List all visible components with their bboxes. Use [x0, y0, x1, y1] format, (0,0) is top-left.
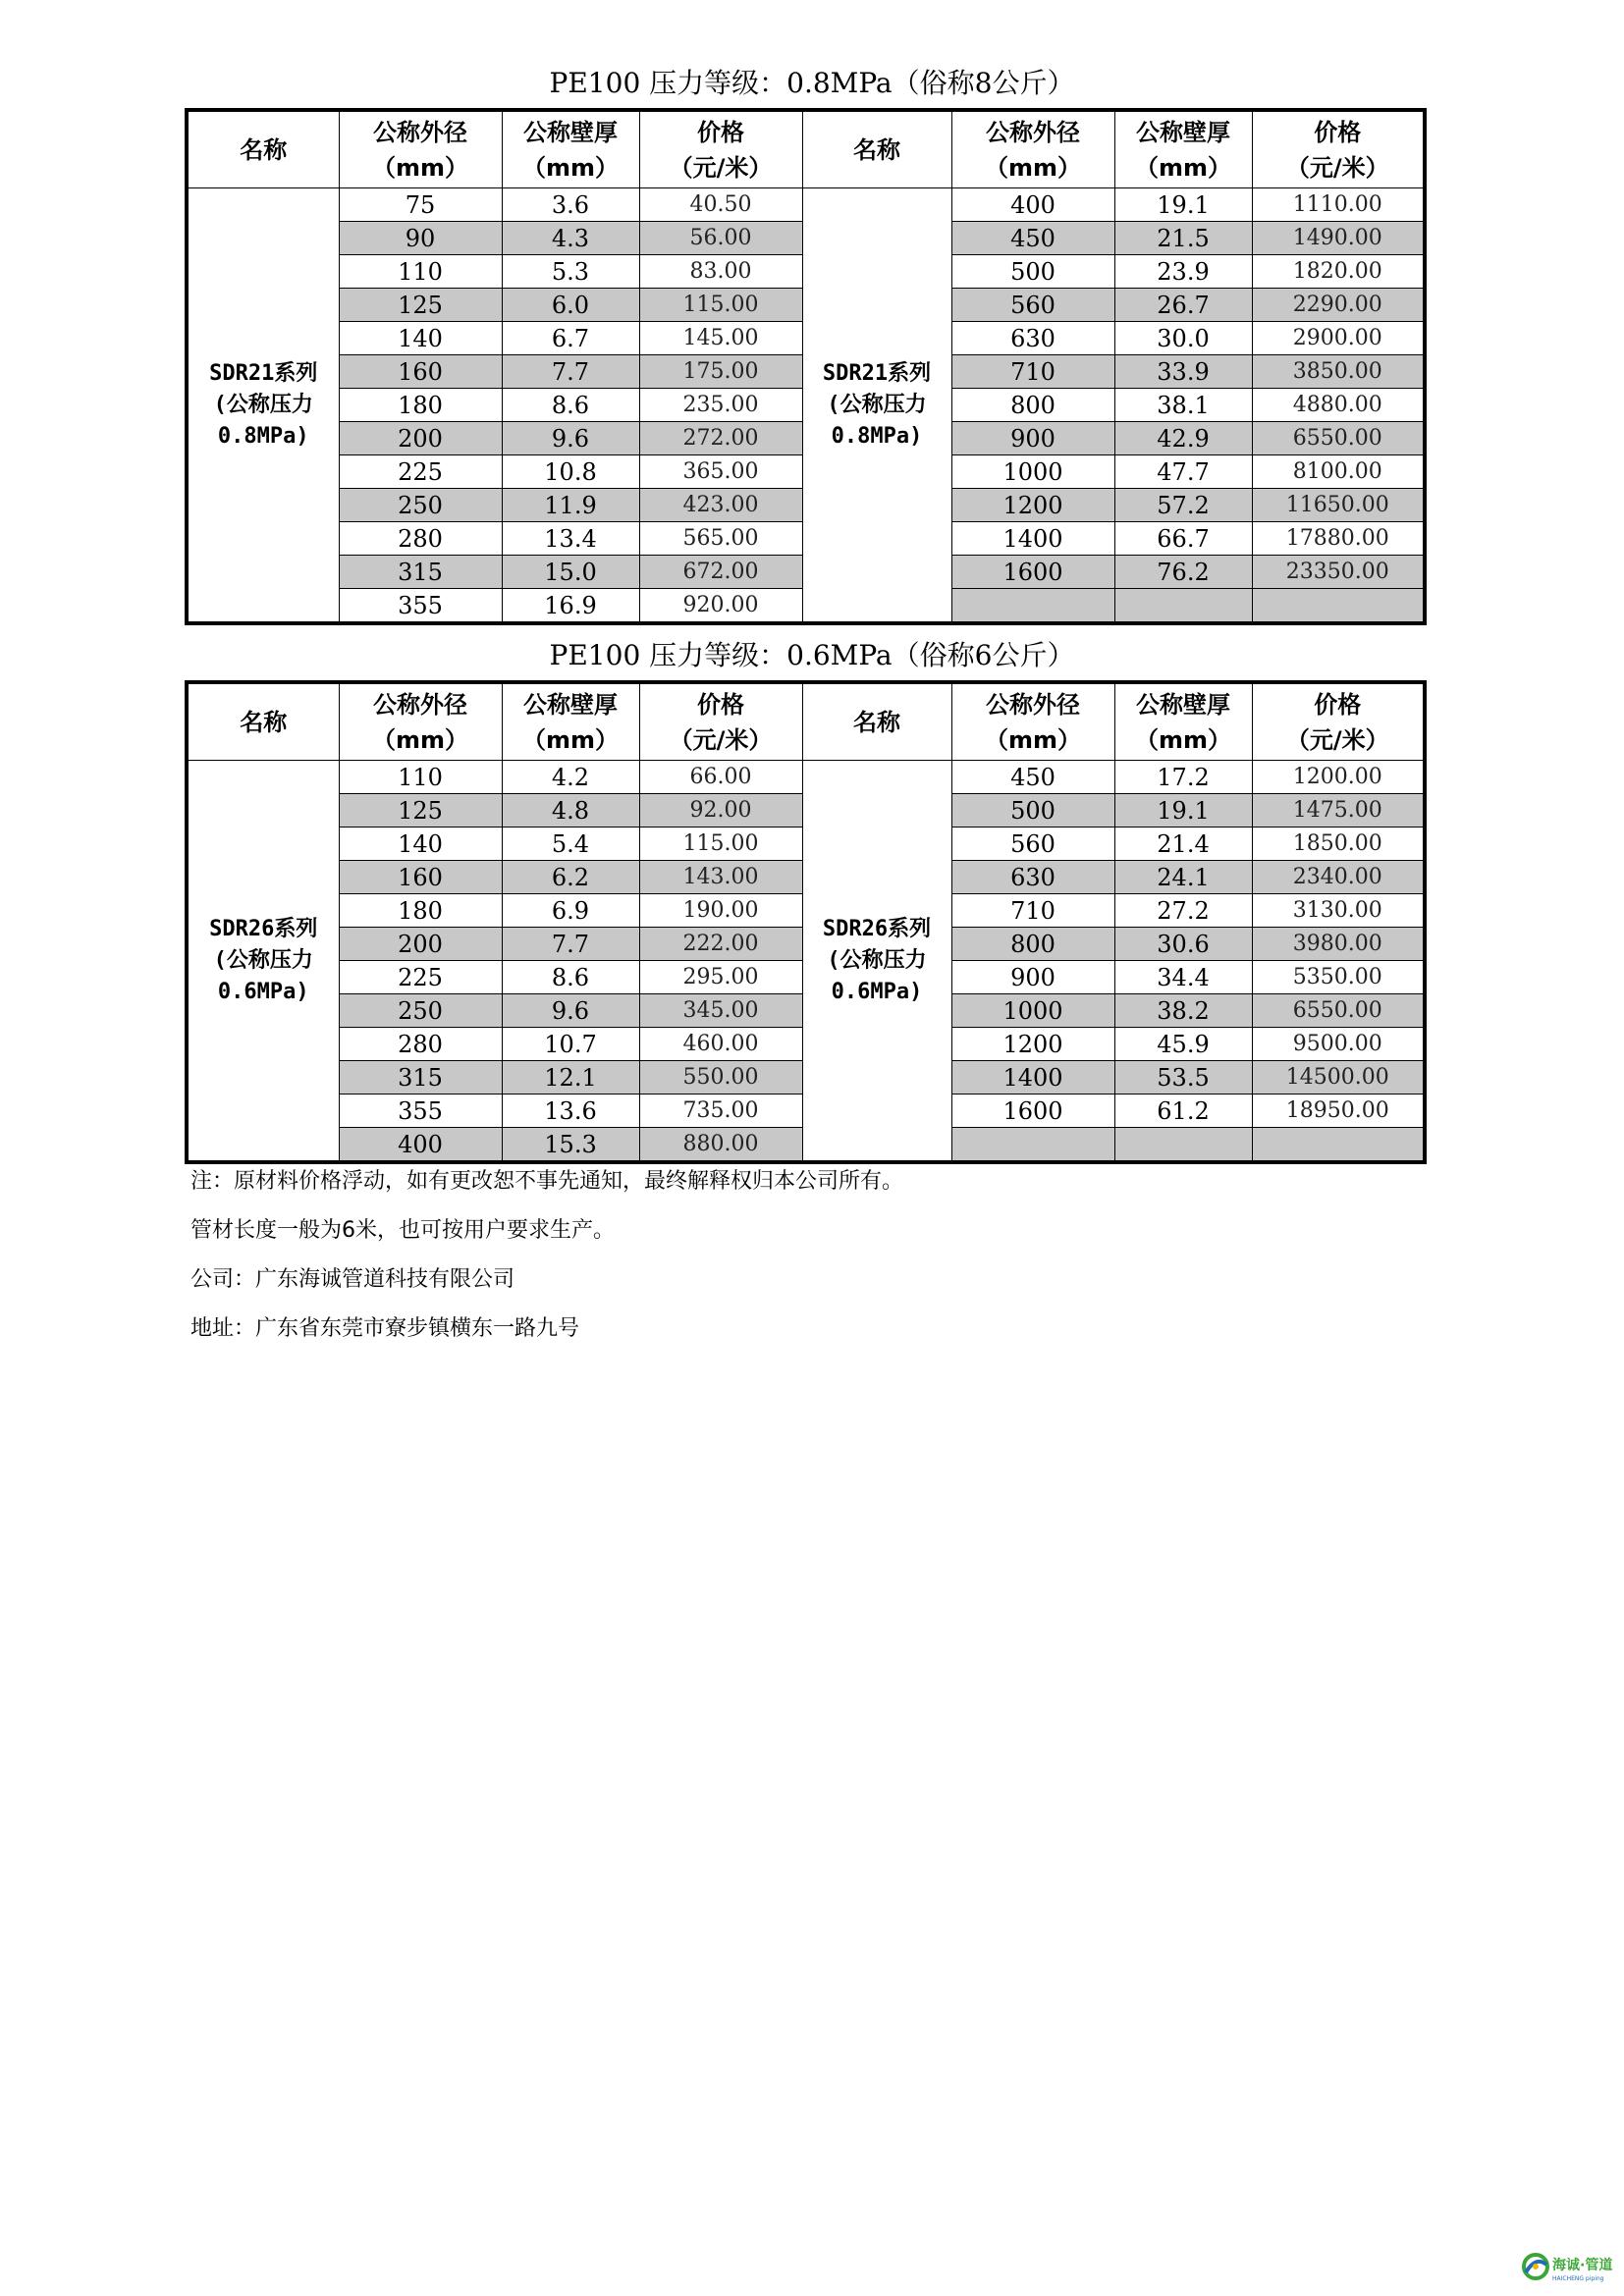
cell-wall: 11.9	[502, 489, 639, 522]
header-price-label: 价格	[697, 690, 744, 719]
note-company: 公司：广东海诚管道科技有限公司	[190, 1267, 515, 1292]
cell-od: 140	[339, 322, 502, 355]
cell-wall: 30.6	[1114, 928, 1252, 961]
header-wall-thickness-unit: （mm）	[1134, 725, 1231, 754]
header-price-unit: （元/米）	[669, 725, 773, 754]
cell-wall: 4.8	[502, 794, 639, 828]
header-name: 名称	[187, 110, 339, 188]
cell-od: 110	[339, 761, 502, 794]
cell-od: 180	[339, 894, 502, 928]
series-label-line: (公称压力	[213, 392, 313, 417]
cell-wall: 4.3	[502, 222, 639, 255]
header-outer-diameter-label: 公称外径	[986, 118, 1080, 146]
header-price	[639, 110, 802, 188]
cell-wall: 7.7	[502, 928, 639, 961]
series-label-line: (公称压力	[827, 392, 927, 417]
cell-wall: 61.2	[1114, 1095, 1252, 1128]
cell-wall: 38.1	[1114, 389, 1252, 422]
cell-price: 235.00	[639, 389, 802, 422]
cell-price: 2900.00	[1252, 322, 1425, 355]
cell-wall: 5.4	[502, 828, 639, 861]
cell-price: 6550.00	[1252, 994, 1425, 1028]
header-price	[639, 682, 802, 761]
series-label-line: SDR26系列	[209, 916, 318, 941]
cell-wall: 8.6	[502, 389, 639, 422]
cell-wall: 42.9	[1114, 422, 1252, 455]
series-label-line: SDR21系列	[822, 360, 932, 386]
cell-od: 1000	[951, 994, 1114, 1028]
cell-od: 630	[951, 322, 1114, 355]
cell-od	[951, 1128, 1114, 1163]
table-2-title: PE100 压力等级：0.6MPa（俗称6公斤）	[549, 639, 1075, 671]
cell-price: 222.00	[639, 928, 802, 961]
cell-od: 280	[339, 1028, 502, 1061]
cell-wall: 76.2	[1114, 556, 1252, 589]
cell-wall: 27.2	[1114, 894, 1252, 928]
cell-price: 672.00	[639, 556, 802, 589]
cell-od: 110	[339, 255, 502, 289]
cell-od: 315	[339, 1061, 502, 1095]
cell-od: 200	[339, 422, 502, 455]
header-row	[187, 682, 1425, 761]
header-wall-thickness-unit: （mm）	[521, 153, 619, 182]
cell-price	[1252, 1128, 1425, 1163]
header-price-unit: （元/米）	[1285, 153, 1389, 182]
cell-wall: 17.2	[1114, 761, 1252, 794]
header-price	[1252, 682, 1425, 761]
header-outer-diameter	[951, 110, 1114, 188]
cell-price: 3980.00	[1252, 928, 1425, 961]
cell-wall	[1114, 589, 1252, 624]
cell-wall: 5.3	[502, 255, 639, 289]
header-outer-diameter-unit: （mm）	[371, 725, 468, 754]
header-outer-diameter-unit: （mm）	[984, 725, 1081, 754]
cell-wall: 10.7	[502, 1028, 639, 1061]
series-label-line: 0.8MPa)	[217, 423, 309, 449]
cell-price: 11650.00	[1252, 489, 1425, 522]
cell-wall: 26.7	[1114, 289, 1252, 322]
series-name-left	[187, 188, 339, 624]
cell-od	[951, 589, 1114, 624]
cell-od: 90	[339, 222, 502, 255]
header-wall-thickness	[502, 682, 639, 761]
cell-price: 115.00	[639, 828, 802, 861]
note-pipe-length: 管材长度一般为6米，也可按用户要求生产。	[190, 1218, 615, 1243]
cell-od: 400	[951, 188, 1114, 222]
cell-wall: 21.5	[1114, 222, 1252, 255]
cell-price: 1820.00	[1252, 255, 1425, 289]
cell-wall: 10.8	[502, 455, 639, 489]
cell-wall: 53.5	[1114, 1061, 1252, 1095]
cell-od: 1000	[951, 455, 1114, 489]
cell-price: 143.00	[639, 861, 802, 894]
cell-wall: 9.6	[502, 994, 639, 1028]
cell-od: 1200	[951, 489, 1114, 522]
header-wall-thickness-label: 公称壁厚	[523, 118, 618, 146]
cell-od: 500	[951, 794, 1114, 828]
cell-price: 345.00	[639, 994, 802, 1028]
header-price-unit: （元/米）	[1285, 725, 1389, 754]
cell-od: 500	[951, 255, 1114, 289]
header-price-label: 价格	[1314, 118, 1362, 146]
cell-wall: 45.9	[1114, 1028, 1252, 1061]
header-outer-diameter	[339, 682, 502, 761]
cell-wall: 6.2	[502, 861, 639, 894]
cell-price: 66.00	[639, 761, 802, 794]
cell-od: 1600	[951, 556, 1114, 589]
cell-price: 1200.00	[1252, 761, 1425, 794]
series-label-line: 0.6MPa)	[831, 979, 923, 1004]
cell-wall: 23.9	[1114, 255, 1252, 289]
cell-wall: 57.2	[1114, 489, 1252, 522]
cell-price: 6550.00	[1252, 422, 1425, 455]
header-wall-thickness-unit: （mm）	[521, 725, 619, 754]
header-name: 名称	[187, 682, 339, 761]
cell-price: 14500.00	[1252, 1061, 1425, 1095]
cell-wall: 30.0	[1114, 322, 1252, 355]
cell-price: 83.00	[639, 255, 802, 289]
cell-od: 225	[339, 455, 502, 489]
cell-od: 140	[339, 828, 502, 861]
cell-wall: 13.6	[502, 1095, 639, 1128]
cell-od: 710	[951, 894, 1114, 928]
header-wall-thickness-label: 公称壁厚	[1136, 690, 1230, 719]
header-outer-diameter-unit: （mm）	[984, 153, 1081, 182]
series-label-line: (公称压力	[827, 947, 927, 973]
cell-wall: 21.4	[1114, 828, 1252, 861]
cell-price: 3850.00	[1252, 355, 1425, 389]
series-name-left	[187, 761, 339, 1163]
cell-od: 250	[339, 994, 502, 1028]
cell-od: 355	[339, 1095, 502, 1128]
header-price-label: 价格	[697, 118, 744, 146]
cell-price: 4880.00	[1252, 389, 1425, 422]
cell-price: 40.50	[639, 188, 802, 222]
header-wall-thickness	[1114, 110, 1252, 188]
header-outer-diameter	[951, 682, 1114, 761]
header-outer-diameter-label: 公称外径	[373, 690, 467, 719]
cell-price: 272.00	[639, 422, 802, 455]
cell-od: 710	[951, 355, 1114, 389]
cell-wall: 9.6	[502, 422, 639, 455]
price-table-0.6mpa	[185, 680, 1427, 1164]
cell-od: 800	[951, 389, 1114, 422]
cell-od: 180	[339, 389, 502, 422]
table-1-title: PE100 压力等级：0.8MPa（俗称8公斤）	[549, 67, 1075, 99]
cell-od: 450	[951, 222, 1114, 255]
cell-price	[1252, 589, 1425, 624]
cell-od: 800	[951, 928, 1114, 961]
cell-price: 2290.00	[1252, 289, 1425, 322]
header-name: 名称	[802, 110, 951, 188]
cell-wall: 47.7	[1114, 455, 1252, 489]
cell-wall: 34.4	[1114, 961, 1252, 994]
series-name-right	[802, 188, 951, 624]
company-logo	[1520, 2248, 1618, 2287]
cell-wall: 19.1	[1114, 794, 1252, 828]
header-outer-diameter-unit: （mm）	[371, 153, 468, 182]
header-wall-thickness	[502, 110, 639, 188]
cell-price: 56.00	[639, 222, 802, 255]
cell-wall: 6.7	[502, 322, 639, 355]
header-price-label: 价格	[1314, 690, 1362, 719]
notes-section	[190, 1168, 903, 1364]
cell-price: 1490.00	[1252, 222, 1425, 255]
note-address: 地址：广东省东莞市寮步镇横东一路九号	[190, 1316, 580, 1341]
cell-price: 565.00	[639, 522, 802, 556]
cell-price: 295.00	[639, 961, 802, 994]
series-label-line: 0.8MPa)	[831, 423, 923, 449]
cell-od: 1600	[951, 1095, 1114, 1128]
series-label-line: (公称压力	[213, 947, 313, 973]
cell-price: 1110.00	[1252, 188, 1425, 222]
logo-subtext: HAICHENG piping	[1552, 2275, 1604, 2282]
cell-price: 17880.00	[1252, 522, 1425, 556]
haicheng-swirl-logo-icon	[1520, 2248, 1618, 2287]
header-wall-thickness-unit: （mm）	[1134, 153, 1231, 182]
cell-price: 5350.00	[1252, 961, 1425, 994]
header-price-unit: （元/米）	[669, 153, 773, 182]
cell-price: 460.00	[639, 1028, 802, 1061]
header-wall-thickness-label: 公称壁厚	[1136, 118, 1230, 146]
cell-od: 1400	[951, 522, 1114, 556]
cell-od: 1400	[951, 1061, 1114, 1095]
cell-price: 423.00	[639, 489, 802, 522]
cell-price: 115.00	[639, 289, 802, 322]
cell-od: 160	[339, 861, 502, 894]
cell-price: 880.00	[639, 1128, 802, 1163]
cell-price: 365.00	[639, 455, 802, 489]
series-label-line: 0.6MPa)	[217, 979, 309, 1004]
cell-wall: 3.6	[502, 188, 639, 222]
cell-wall: 15.3	[502, 1128, 639, 1163]
cell-od: 560	[951, 289, 1114, 322]
table-row	[187, 761, 1425, 794]
cell-wall	[1114, 1128, 1252, 1163]
table-row	[187, 188, 1425, 222]
header-row	[187, 110, 1425, 188]
cell-od: 250	[339, 489, 502, 522]
cell-wall: 16.9	[502, 589, 639, 624]
cell-od: 280	[339, 522, 502, 556]
cell-price: 735.00	[639, 1095, 802, 1128]
header-name: 名称	[802, 682, 951, 761]
cell-wall: 6.0	[502, 289, 639, 322]
header-price	[1252, 110, 1425, 188]
header-outer-diameter	[339, 110, 502, 188]
cell-od: 160	[339, 355, 502, 389]
cell-price: 3130.00	[1252, 894, 1425, 928]
cell-price: 2340.00	[1252, 861, 1425, 894]
cell-price: 9500.00	[1252, 1028, 1425, 1061]
header-outer-diameter-label: 公称外径	[373, 118, 467, 146]
cell-od: 125	[339, 794, 502, 828]
cell-wall: 7.7	[502, 355, 639, 389]
cell-price: 8100.00	[1252, 455, 1425, 489]
header-wall-thickness	[1114, 682, 1252, 761]
cell-od: 630	[951, 861, 1114, 894]
cell-od: 125	[339, 289, 502, 322]
cell-od: 400	[339, 1128, 502, 1163]
cell-wall: 6.9	[502, 894, 639, 928]
cell-wall: 13.4	[502, 522, 639, 556]
cell-wall: 24.1	[1114, 861, 1252, 894]
cell-price: 920.00	[639, 589, 802, 624]
series-label-line: SDR26系列	[822, 916, 932, 941]
cell-wall: 19.1	[1114, 188, 1252, 222]
cell-od: 75	[339, 188, 502, 222]
cell-price: 145.00	[639, 322, 802, 355]
cell-od: 200	[339, 928, 502, 961]
cell-od: 315	[339, 556, 502, 589]
series-label-line: SDR21系列	[209, 360, 318, 386]
cell-od: 900	[951, 422, 1114, 455]
cell-wall: 38.2	[1114, 994, 1252, 1028]
cell-od: 900	[951, 961, 1114, 994]
cell-wall: 33.9	[1114, 355, 1252, 389]
header-outer-diameter-label: 公称外径	[986, 690, 1080, 719]
cell-od: 225	[339, 961, 502, 994]
cell-price: 550.00	[639, 1061, 802, 1095]
cell-od: 355	[339, 589, 502, 624]
cell-wall: 66.7	[1114, 522, 1252, 556]
logo-text: 海诚·管道	[1552, 2258, 1613, 2273]
price-table-0.8mpa	[185, 108, 1427, 625]
cell-price: 190.00	[639, 894, 802, 928]
cell-price: 175.00	[639, 355, 802, 389]
cell-price: 1475.00	[1252, 794, 1425, 828]
cell-price: 1850.00	[1252, 828, 1425, 861]
cell-wall: 4.2	[502, 761, 639, 794]
note-price-disclaimer: 注：原材料价格浮动，如有更改恕不事先通知，最终解释权归本公司所有。	[190, 1169, 904, 1194]
cell-price: 18950.00	[1252, 1095, 1425, 1128]
header-wall-thickness-label: 公称壁厚	[523, 690, 618, 719]
cell-od: 450	[951, 761, 1114, 794]
cell-od: 560	[951, 828, 1114, 861]
cell-wall: 12.1	[502, 1061, 639, 1095]
cell-wall: 8.6	[502, 961, 639, 994]
cell-od: 1200	[951, 1028, 1114, 1061]
cell-price: 23350.00	[1252, 556, 1425, 589]
series-name-right	[802, 761, 951, 1163]
cell-price: 92.00	[639, 794, 802, 828]
cell-wall: 15.0	[502, 556, 639, 589]
